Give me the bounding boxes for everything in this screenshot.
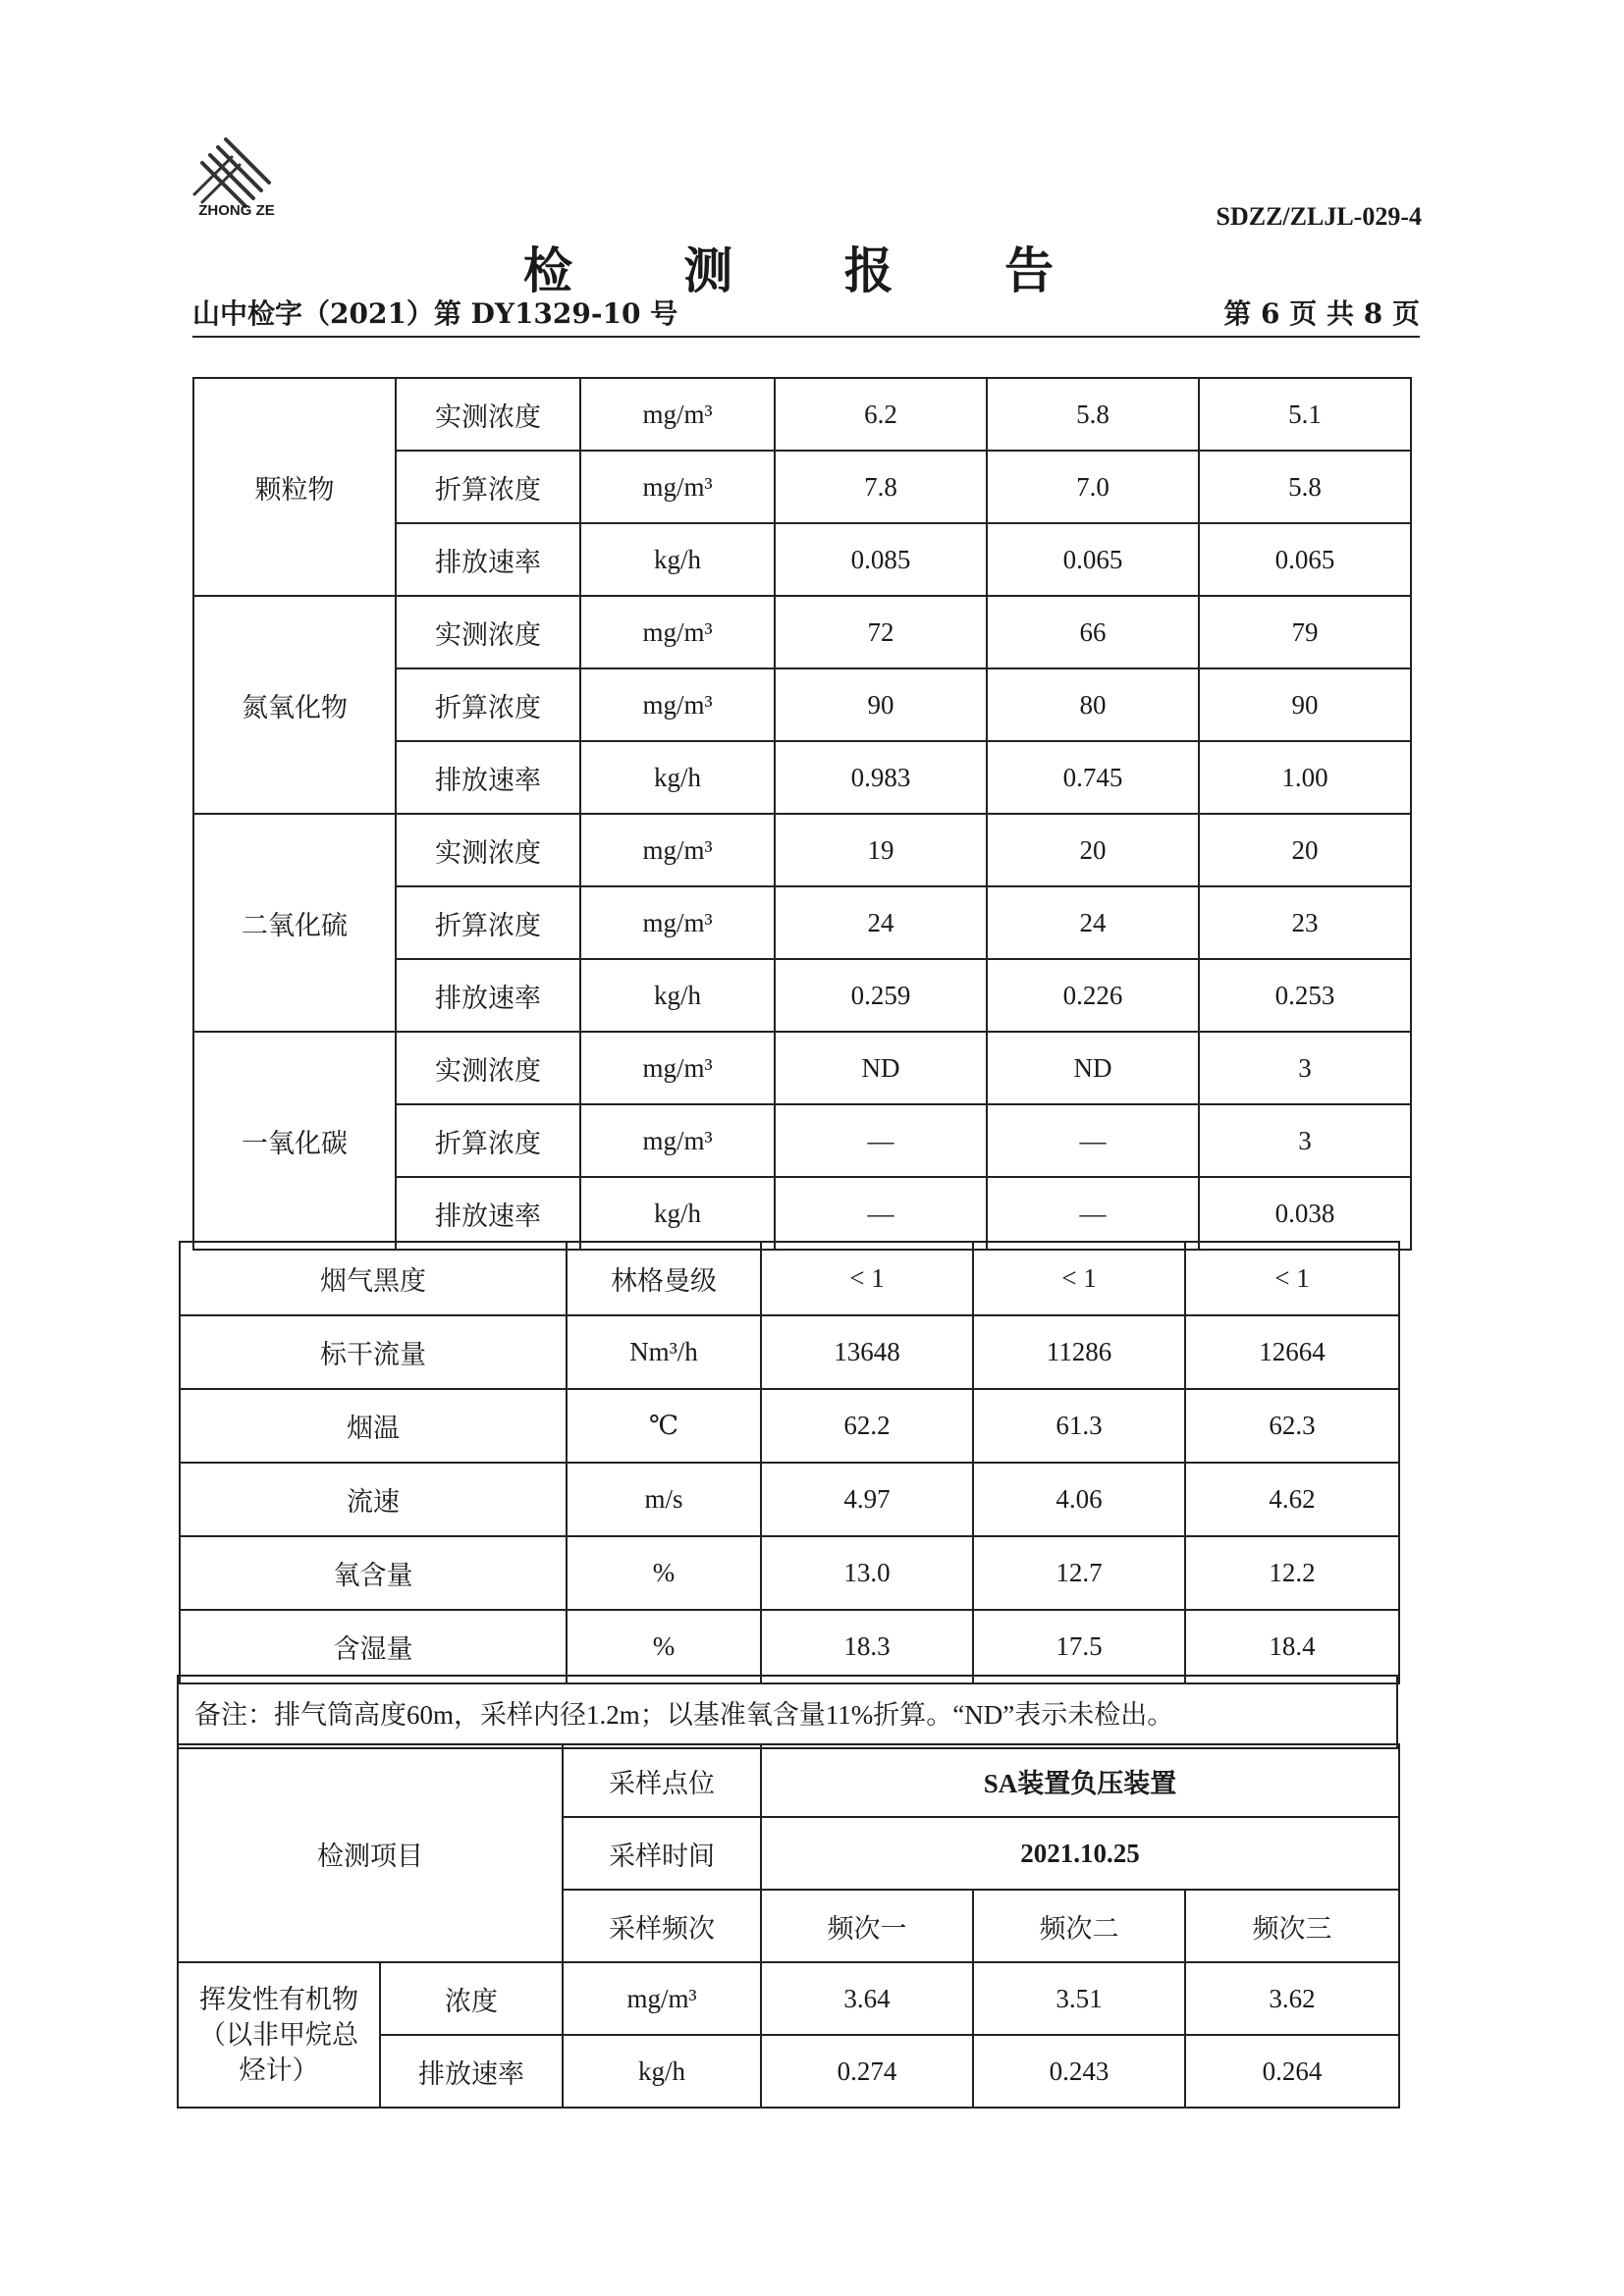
parameter-name: 氧含量 [180,1536,567,1610]
metric-name: 折算浓度 [396,1104,580,1177]
measurement-value: 62.2 [761,1389,973,1463]
sampling-time-value: 2021.10.25 [761,1817,1399,1890]
voc-value: 0.243 [973,2035,1185,2108]
remark-text: 备注：排气筒高度60m，采样内径1.2m；以基准氧含量11%折算。“ND”表示未检出。 [178,1676,1397,1748]
sampling-location-label: 采样点位 [563,1744,761,1817]
table-row [180,1389,1399,1463]
unit: kg/h [580,523,775,596]
measurement-value: 62.3 [1185,1389,1399,1463]
page-title: 检 测 报 告 [522,241,1102,299]
voc-value: 3.64 [761,1962,973,2035]
measurement-value: 79 [1199,596,1411,668]
frequency-1: 频次一 [761,1890,973,1962]
measurement-value: 5.1 [1199,378,1411,451]
measurement-value: ND [775,1032,987,1104]
logo-text: ZHONG ZE [198,202,275,219]
unit: m/s [567,1463,761,1536]
measurement-value: 4.06 [973,1463,1185,1536]
metric-name: 排放速率 [396,741,580,814]
measurement-value: 13.0 [761,1536,973,1610]
measurement-value: 5.8 [1199,451,1411,523]
table-row [180,1315,1399,1389]
measurement-value: 12.7 [973,1536,1185,1610]
measurement-value: 4.62 [1185,1463,1399,1536]
measurement-value: 61.3 [973,1389,1185,1463]
measurement-value: 19 [775,814,987,886]
frequency-3: 频次三 [1185,1890,1399,1962]
table-row [180,1610,1399,1683]
measurement-value: 6.2 [775,378,987,451]
measurement-value: 18.4 [1185,1610,1399,1683]
report-subline [192,294,1420,338]
table-row [193,814,1411,886]
measurement-value: 0.983 [775,741,987,814]
parameter-name: 烟温 [180,1389,567,1463]
table-row [178,1962,1399,2035]
frequency-2: 频次二 [973,1890,1185,1962]
voc-metric: 浓度 [380,1962,563,2035]
measurement-value: 1.00 [1199,741,1411,814]
unit: mg/m³ [580,668,775,741]
metric-name: 实测浓度 [396,596,580,668]
measurement-value: 0.065 [1199,523,1411,596]
measurement-value: 0.253 [1199,959,1411,1032]
measurement-value: 3 [1199,1104,1411,1177]
voc-metric: 排放速率 [380,2035,563,2108]
measurement-value: 23 [1199,886,1411,959]
measurement-value: 20 [987,814,1199,886]
measurement-value: 0.085 [775,523,987,596]
measurement-value: — [987,1104,1199,1177]
unit: mg/m³ [580,378,775,451]
measurement-value: 3 [1199,1032,1411,1104]
measurement-value: — [775,1104,987,1177]
unit: mg/m³ [580,814,775,886]
measurement-value: 24 [987,886,1199,959]
unit: Nm³/h [567,1315,761,1389]
voc-name-line: 烃计） [239,2056,319,2085]
pollutant-name: 颗粒物 [193,378,396,596]
voc-unit: mg/m³ [563,1962,761,2035]
metric-name: 折算浓度 [396,451,580,523]
metric-name: 排放速率 [396,1177,580,1250]
measurement-value: 24 [775,886,987,959]
unit: % [567,1536,761,1610]
pollutant-name: 一氧化碳 [193,1032,396,1250]
measurement-value: — [987,1177,1199,1250]
metric-name: 实测浓度 [396,1032,580,1104]
measurement-value: < 1 [1185,1242,1399,1315]
measurement-value: 7.8 [775,451,987,523]
parameter-name: 含湿量 [180,1610,567,1683]
unit: ℃ [567,1389,761,1463]
document-code: SDZZ/ZLJL-029-4 [1216,202,1422,231]
measurement-value: 66 [987,596,1199,668]
unit: mg/m³ [580,596,775,668]
unit: kg/h [580,741,775,814]
unit: kg/h [580,959,775,1032]
voc-unit: kg/h [563,2035,761,2108]
metric-name: 实测浓度 [396,814,580,886]
voc-value: 3.62 [1185,1962,1399,2035]
parameter-name: 标干流量 [180,1315,567,1389]
unit: mg/m³ [580,1104,775,1177]
parameter-name: 流速 [180,1463,567,1536]
pollutant-name: 氮氧化物 [193,596,396,814]
measurement-value: ND [987,1032,1199,1104]
measurement-value: 13648 [761,1315,973,1389]
table-row [180,1242,1399,1315]
table-row [180,1463,1399,1536]
voc-pollutant-name [178,1962,380,2108]
table-row [193,378,1411,451]
sampling-time-label: 采样时间 [563,1817,761,1890]
measurement-value: 5.8 [987,378,1199,451]
measurement-value: 4.97 [761,1463,973,1536]
metric-name: 排放速率 [396,523,580,596]
measurement-value: 0.065 [987,523,1199,596]
metric-name: 折算浓度 [396,668,580,741]
page-number: 第 6 页 共 8 页 [1223,297,1420,330]
sampling-location-value: SA装置负压装置 [761,1744,1399,1817]
measurement-value: 90 [1199,668,1411,741]
voc-value: 3.51 [973,1962,1185,2035]
measurement-value: 0.259 [775,959,987,1032]
table-row [193,1032,1411,1104]
measurement-value: 20 [1199,814,1411,886]
measurement-value: < 1 [761,1242,973,1315]
unit: mg/m³ [580,451,775,523]
measurement-value: 12664 [1185,1315,1399,1389]
voc-item-header: 检测项目 [178,1744,563,1962]
unit: % [567,1610,761,1683]
measurement-value: 17.5 [973,1610,1185,1683]
parameter-name: 烟气黑度 [180,1242,567,1315]
measurement-value: 0.226 [987,959,1199,1032]
measurement-value: 12.2 [1185,1536,1399,1610]
voc-name-line: 挥发性有机物 [199,1985,358,2014]
unit: kg/h [580,1177,775,1250]
measurement-value: 0.038 [1199,1177,1411,1250]
sampling-frequency-label: 采样频次 [563,1890,761,1962]
unit: mg/m³ [580,886,775,959]
report-number: 山中检字（2021）第 DY1329-10 号 [192,297,678,330]
voc-table [177,1743,1400,2109]
gas-parameter-table [179,1241,1400,1684]
measurement-value: 72 [775,596,987,668]
table-row [178,1744,1399,1817]
measurement-value: 90 [775,668,987,741]
metric-name: 折算浓度 [396,886,580,959]
table-row [180,1536,1399,1610]
remark-table [177,1675,1398,1749]
voc-value: 0.264 [1185,2035,1399,2108]
voc-value: 0.274 [761,2035,973,2108]
unit: 林格曼级 [567,1242,761,1315]
pollutant-name: 二氧化硫 [193,814,396,1032]
measurement-value: 7.0 [987,451,1199,523]
measurement-value: 18.3 [761,1610,973,1683]
measurement-value: 11286 [973,1315,1185,1389]
unit: mg/m³ [580,1032,775,1104]
voc-name-line: （以非甲烷总 [199,2020,358,2050]
table-row [193,596,1411,668]
metric-name: 实测浓度 [396,378,580,451]
measurement-value: < 1 [973,1242,1185,1315]
measurement-value: — [775,1177,987,1250]
measurement-value: 80 [987,668,1199,741]
measurement-value: 0.745 [987,741,1199,814]
metric-name: 排放速率 [396,959,580,1032]
pollutant-table [192,377,1412,1251]
